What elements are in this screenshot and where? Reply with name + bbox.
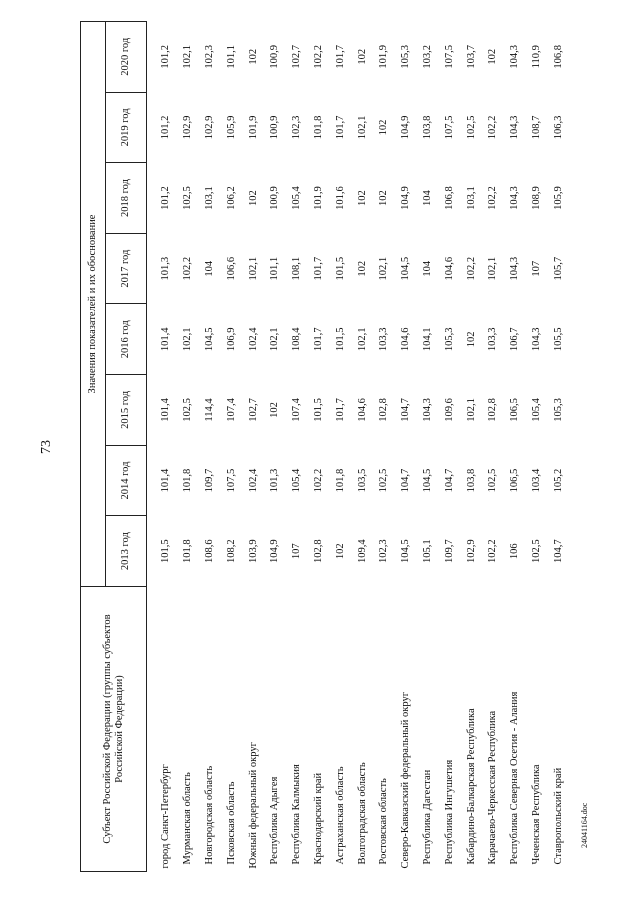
row-value-cell: 103,5: [356, 468, 368, 493]
row-value-cell: 101,7: [334, 115, 346, 140]
row-subject-name: Астраханская область: [334, 766, 346, 865]
page-number: 73: [39, 440, 54, 454]
row-value-cell: 102,2: [312, 44, 324, 69]
row-value-cell: 108,6: [203, 539, 215, 563]
row-value-cell: 102,9: [203, 115, 215, 140]
row-value-cell: 105,4: [291, 186, 303, 210]
row-value-cell: 105,3: [552, 398, 564, 422]
row-value-cell: 102,3: [378, 539, 390, 563]
row-value-cell: 114,4: [203, 398, 215, 422]
row-value-cell: 105,4: [530, 398, 542, 422]
row-value-cell: 104,1: [421, 327, 433, 352]
row-value-cell: 104: [421, 260, 433, 277]
year-header: 2020 год: [106, 21, 147, 92]
table-row: [482, 21, 504, 871]
row-value-cell: 102,1: [182, 327, 194, 352]
row-value-cell: 102,5: [465, 115, 477, 140]
row-value-cell: 101,6: [334, 186, 346, 210]
rotated-table-container: [80, 22, 564, 872]
row-value-cell: 107,4: [291, 398, 303, 422]
row-value-cell: 102: [378, 119, 390, 136]
row-value-cell: 107,4: [225, 398, 237, 422]
row-value-cell: 105,9: [552, 186, 564, 210]
row-value-cell: 101,7: [334, 398, 346, 422]
year-header: 2018 год: [106, 163, 147, 234]
row-value-cell: 102,7: [247, 398, 259, 422]
subject-column-header: Субъект Российской Федерации (группы субъектов Российской Федерации): [81, 587, 147, 872]
row-value-cell: 101,4: [160, 468, 172, 493]
row-value-cell: 102,4: [247, 327, 259, 352]
year-header: 2017 год: [106, 233, 147, 304]
row-value-cell: 106,8: [552, 44, 564, 69]
row-value-cell: 104,5: [400, 256, 412, 281]
row-value-cell: 105,3: [443, 327, 455, 352]
row-subject-name: Республика Ингушетия: [443, 759, 455, 865]
row-value-cell: 106,6: [225, 256, 237, 281]
table-body: [147, 21, 570, 871]
year-header: 2016 год: [106, 304, 147, 375]
row-value-cell: 102: [247, 48, 259, 65]
row-value-cell: 103,8: [421, 115, 433, 140]
row-subject-name: Республика Дагестан: [421, 769, 433, 865]
table-row: [329, 21, 351, 871]
row-value-cell: 104: [203, 260, 215, 277]
row-subject-name: Краснодарский край: [312, 772, 324, 865]
row-value-cell: 101,8: [312, 115, 324, 140]
row-value-cell: 102,4: [247, 468, 259, 493]
row-value-cell: 101,2: [160, 44, 172, 69]
row-value-cell: 106,5: [509, 468, 521, 493]
row-value-cell: 102,5: [487, 468, 499, 493]
row-value-cell: 102,7: [291, 44, 303, 69]
row-value-cell: 104,3: [509, 115, 521, 140]
row-value-cell: 101,3: [269, 468, 281, 493]
year-header: 2019 год: [106, 92, 147, 163]
table-row: [264, 21, 286, 871]
row-value-cell: 102,1: [356, 327, 368, 352]
row-value-cell: 109,6: [443, 398, 455, 422]
row-value-cell: 103,4: [530, 468, 542, 493]
row-value-cell: 106: [509, 543, 521, 560]
row-subject-name: Карачаево-Черкесская Республика: [487, 710, 499, 865]
row-value-cell: 102,9: [182, 115, 194, 140]
row-value-cell: 101,7: [312, 327, 324, 352]
row-subject-name: Республика Северная Осетия - Алания: [509, 691, 521, 865]
row-value-cell: 102,1: [465, 398, 477, 422]
row-value-cell: 108,1: [291, 256, 303, 281]
row-value-cell: 103,1: [203, 186, 215, 210]
row-value-cell: 101,9: [378, 44, 390, 69]
year-header: 2013 год: [106, 516, 147, 587]
table-row: [147, 21, 177, 871]
row-value-cell: 102,5: [378, 468, 390, 493]
row-value-cell: 106,7: [509, 327, 521, 352]
row-value-cell: 106,9: [225, 327, 237, 352]
row-value-cell: 102: [269, 402, 281, 418]
row-value-cell: 101,1: [269, 256, 281, 281]
row-value-cell: 102,1: [378, 256, 390, 281]
table-row: [504, 21, 526, 871]
row-value-cell: 107: [291, 543, 303, 560]
row-value-cell: 107,5: [443, 44, 455, 69]
row-value-cell: 106,2: [225, 186, 237, 210]
row-value-cell: 102,8: [487, 398, 499, 422]
row-value-cell: 101,8: [182, 539, 194, 563]
row-value-cell: 101,1: [225, 44, 237, 69]
table-row: [220, 21, 242, 871]
document-id: 24041164.doc: [580, 802, 589, 848]
table-row: [242, 21, 264, 871]
row-value-cell: 104,7: [400, 468, 412, 493]
row-value-cell: 110,9: [530, 45, 542, 69]
row-value-cell: 102,2: [487, 115, 499, 140]
row-value-cell: 104,3: [421, 398, 433, 422]
table-row: [308, 21, 330, 871]
row-value-cell: 109,7: [203, 468, 215, 493]
row-value-cell: 105,5: [552, 327, 564, 352]
row-value-cell: 104,7: [443, 468, 455, 493]
row-value-cell: 104,6: [356, 398, 368, 422]
row-value-cell: 102: [356, 48, 368, 65]
table-row: [526, 21, 548, 871]
row-value-cell: 104,5: [421, 468, 433, 493]
row-value-cell: 101,5: [334, 256, 346, 281]
table-row: [547, 21, 569, 871]
row-value-cell: 101,2: [160, 186, 172, 210]
row-value-cell: 104,5: [203, 327, 215, 352]
row-value-cell: 102,2: [312, 468, 324, 493]
row-value-cell: 101,5: [334, 327, 346, 352]
row-value-cell: 102: [334, 543, 346, 560]
year-header: 2015 год: [106, 375, 147, 446]
row-subject-name: Ставропольский край: [552, 767, 564, 865]
row-subject-name: Республика Адыгея: [269, 776, 281, 865]
row-value-cell: 102: [378, 190, 390, 206]
row-value-cell: 102,5: [182, 398, 194, 422]
row-value-cell: 102: [356, 260, 368, 277]
row-value-cell: 109,7: [443, 539, 455, 563]
row-value-cell: 105,7: [552, 256, 564, 281]
row-value-cell: 101,7: [334, 44, 346, 69]
row-value-cell: 102,3: [291, 115, 303, 140]
row-value-cell: 104,3: [509, 186, 521, 210]
row-value-cell: 100,9: [269, 186, 281, 210]
row-value-cell: 103,3: [378, 327, 390, 352]
table-row: [395, 21, 417, 871]
table-row: [417, 21, 439, 871]
row-value-cell: 102,8: [312, 539, 324, 563]
row-value-cell: 102,5: [182, 186, 194, 210]
row-value-cell: 102: [487, 48, 499, 65]
row-value-cell: 102: [465, 331, 477, 348]
row-subject-name: Ростовская область: [378, 778, 390, 865]
row-value-cell: 101,8: [182, 468, 194, 493]
year-header: 2014 год: [106, 445, 147, 516]
row-value-cell: 102,8: [378, 398, 390, 422]
table-row: [460, 21, 482, 871]
row-subject-name: Волгоградская область: [356, 762, 368, 865]
row-value-cell: 104,9: [400, 115, 412, 140]
row-value-cell: 106,8: [443, 186, 455, 210]
row-value-cell: 107,5: [225, 468, 237, 493]
row-value-cell: 106,3: [552, 115, 564, 140]
row-value-cell: 101,3: [160, 256, 172, 281]
row-value-cell: 104,5: [400, 539, 412, 563]
row-subject-name: Чеченская Республика: [530, 764, 542, 865]
row-value-cell: 103,8: [465, 468, 477, 493]
row-value-cell: 101,5: [160, 539, 172, 563]
row-value-cell: 100,9: [269, 44, 281, 69]
row-value-cell: 104,6: [443, 256, 455, 281]
row-value-cell: 101,2: [160, 115, 172, 140]
row-subject-name: Новгородская область: [203, 765, 215, 865]
row-value-cell: 106,5: [509, 398, 521, 422]
row-value-cell: 107: [530, 260, 542, 277]
row-subject-name: Южный федеральный округ: [247, 742, 259, 869]
row-value-cell: 102,1: [269, 327, 281, 352]
row-value-cell: 108,9: [530, 186, 542, 210]
row-subject-name: Республика Калмыкия: [291, 764, 303, 865]
row-value-cell: 102,1: [247, 256, 259, 281]
table-row: [373, 21, 395, 871]
row-value-cell: 103,3: [487, 327, 499, 352]
row-value-cell: 108,4: [291, 327, 303, 352]
row-subject-name: Мурманская область: [182, 772, 194, 865]
table-row: [199, 21, 221, 871]
table-row: [438, 21, 460, 871]
row-value-cell: 101,8: [334, 468, 346, 493]
row-value-cell: 101,4: [160, 398, 172, 422]
row-value-cell: 105,1: [421, 539, 433, 563]
row-value-cell: 102,2: [487, 539, 499, 563]
row-value-cell: 104,3: [509, 256, 521, 281]
row-value-cell: 102,2: [465, 256, 477, 281]
row-subject-name: Северо-Кавказский федеральный округ: [400, 691, 412, 869]
row-value-cell: 101,9: [312, 186, 324, 210]
row-value-cell: 108,2: [225, 539, 237, 563]
row-value-cell: 108,7: [530, 115, 542, 140]
row-value-cell: 102: [247, 190, 259, 206]
row-value-cell: 102,2: [487, 186, 499, 210]
row-value-cell: 101,9: [247, 115, 259, 140]
row-value-cell: 104,9: [269, 539, 281, 563]
row-subject-name: Кабардино-Балкарская Республика: [465, 708, 477, 865]
row-value-cell: 104,3: [530, 327, 542, 352]
table-header: [81, 21, 147, 871]
row-value-cell: 102,1: [487, 256, 499, 281]
indicator-table: [80, 21, 569, 872]
table-row: [286, 21, 308, 871]
row-value-cell: 102: [356, 190, 368, 206]
row-value-cell: 102,1: [356, 115, 368, 140]
row-value-cell: 103,7: [465, 44, 477, 69]
row-value-cell: 104,7: [400, 398, 412, 422]
values-group-header: Значения показателей и их обоснование: [81, 21, 106, 586]
row-value-cell: 105,9: [225, 115, 237, 140]
row-value-cell: 104: [421, 190, 433, 206]
row-value-cell: 101,4: [160, 327, 172, 352]
row-value-cell: 102,3: [203, 44, 215, 69]
row-value-cell: 101,5: [312, 398, 324, 422]
row-value-cell: 104,6: [400, 327, 412, 352]
row-subject-name: город Санкт-Петербург: [160, 764, 172, 869]
row-value-cell: 103,9: [247, 539, 259, 563]
row-value-cell: 102,1: [182, 44, 194, 69]
row-value-cell: 105,2: [552, 468, 564, 493]
row-value-cell: 103,1: [465, 186, 477, 210]
row-value-cell: 100,9: [269, 115, 281, 140]
row-value-cell: 107,5: [443, 115, 455, 140]
table-row: [177, 21, 199, 871]
row-subject-name: Псковская область: [225, 781, 237, 865]
table-row: [351, 21, 373, 871]
row-value-cell: 103,2: [421, 44, 433, 69]
row-value-cell: 102,9: [465, 539, 477, 563]
row-value-cell: 109,4: [356, 539, 368, 563]
row-value-cell: 104,9: [400, 186, 412, 210]
row-value-cell: 101,7: [312, 256, 324, 281]
row-value-cell: 105,3: [400, 44, 412, 69]
row-value-cell: 102,5: [530, 539, 542, 563]
row-value-cell: 104,3: [509, 44, 521, 69]
row-value-cell: 104,7: [552, 539, 564, 563]
row-value-cell: 105,4: [291, 468, 303, 493]
row-value-cell: 102,2: [182, 256, 194, 281]
